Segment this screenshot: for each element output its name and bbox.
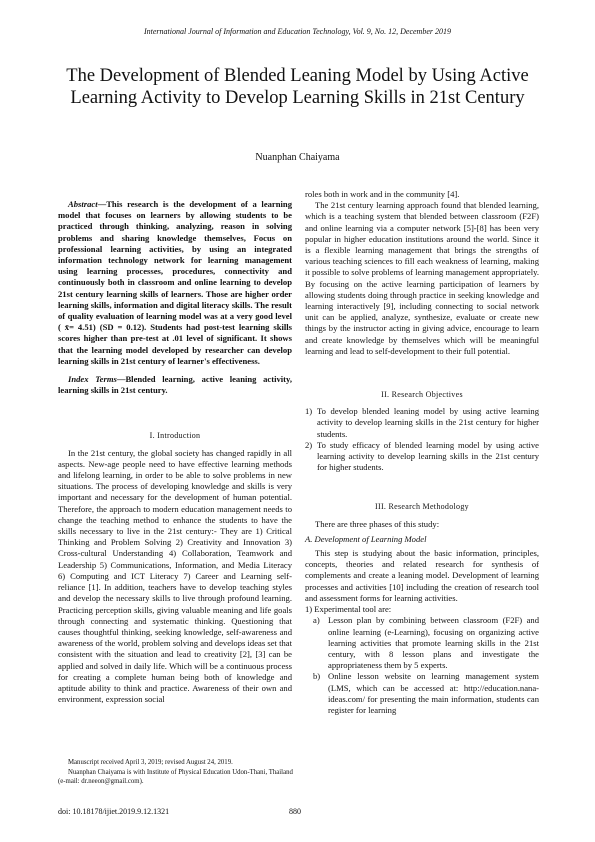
objectives-list <box>305 406 539 473</box>
abstract-text: —This research is the development of a learning model that focuses on learners by allowing students to be practiced through thinking, analyzing, reason in solving problems and sharing knowledge themselves, Focus on professional learning activities, by using an integrated information technology network for learning management using learning processes, procedures, connectivity and continuously both in classroom and online learning to develop 21st century learning skills of learners. Those are higher order learning skills, information and digital literacy skills. The result of quality evaluation of learning model was at a very good level ( x̄= 4.51) (SD = 0.12). Students had post-test learning skills scores higher than pre-test at .01 level of significant. It shows that the learning model developed by researcher can develop learning skills in 21st century of learner's effectiveness. <box>58 199 292 366</box>
blended-learning-paragraph: The 21st century learning approach found that blended learning, which is a teaching system that blended between classroom (F2F) and online learning via a computer network [5]-[8] has been very popular in higher education institutions around the world. Since it is a flexible learning management that brings the strengths of various teaching sciences to fill each weakness of learning, making it possible to solve problems of learning management appropriately. By focusing on the active learning participation of learners by allowing students doing through practice in seeking knowledge and learning interactively [9], including connecting to social network unit can be applied, analyze, synthesize, evaluate or create new things by the instructor acting in giving advice, encourage to learn and create knowledge by themselves which will be meaningful learning and lead to self-development to their full potential. <box>305 200 539 356</box>
objective-item <box>305 406 539 440</box>
tool-item <box>305 615 539 671</box>
intro-text: In the 21st century, the global society has changed rapidly in all aspects. New-age people need to have effective learning methods and lifelong learning, in order to be able to solve problems in new situations. The process of developing knowledge and skills is very important and necessary for the development of human potential. Therefore, the approach to modern education management needs to change the teaching method to enhance the students to have the skills necessary to live in the 21st century:- They are 1) Critical Thinking and Problem Solving 2) Creativity and Innovation 3) Cross-cultural Understanding 4) Collaboration, Teamwork and Leadership 5) Communications, Information, and Media Literacy 6) Computing and ICT Literacy 7) Career and Learning self-reliance [1]. In addition, teachers have to develop teaching styles and develop the necessary skills to live through profound learning. Practicing perception skills, giving valuable meaning and life goals through connecting and systematic thinking. Questioning that causes thoughtful thinking, seeking knowledge, self-awareness and awareness of the world, problem solving and develops ideas set that consistent with the situation and lead to creativity [2], [3] can be applied and solved in daily life. Which will be a continuous process for creating a complete human being both of knowledge and aptitude ability to think and practice. Awareness of their own and environment, expression social <box>58 447 292 705</box>
objective-text: To study efficacy of blended learning model by using active learning activity to develop learning skills in the 21st century for higher students. <box>317 439 539 473</box>
running-head: International Journal of Information and Education Technology, Vol. 9, No. 12, December 2019 <box>143 27 451 36</box>
objective-item <box>305 440 539 474</box>
right-column <box>305 189 539 716</box>
objective-text: To develop blended leaning model by using active learning activity to develop learning skills in the 21st century for higher students. <box>317 406 539 439</box>
tool-text: Lesson plan by combining between classroom (F2F) and online learning (e-Learning), focusing on organizing active learning activities that promote learning skills in the 21st century, with 8 lesson plans and investigate the appropriateness them by 5 experts. <box>328 615 539 671</box>
methodology-heading: III. Research Methodology <box>375 502 469 512</box>
paper-title: The Development of Blended Leaning Model by Using Active Learning Activity to Develop Learning Skills in 21st Century <box>66 66 529 108</box>
index-terms <box>58 374 292 396</box>
footnote-manuscript: Manuscript received April 3, 2019; revised August 24, 2019. <box>68 759 233 766</box>
abstract-lead: Abstract <box>68 199 98 209</box>
index-terms-lead: Index Terms <box>68 374 117 385</box>
doi: doi: 10.18178/ijiet.2019.9.12.1321 <box>58 807 170 816</box>
tool-text: Online lesson website on learning management system (LMS, which can be accessed at: http://education.nana-ideas.com/ for presenting the main information, students can register for learning <box>328 671 539 715</box>
footnote-affiliation: Nuanphan Chaiyama is with Institute of Physical Education Udon-Thani, Thailand (e-mail: dr.neeon@gmail.com). <box>58 768 293 785</box>
intro-heading: I. Introduction <box>149 431 201 441</box>
continued-text: roles both in work and in the community [4]. <box>305 189 460 199</box>
footnote <box>58 758 298 787</box>
tool-item <box>305 671 539 716</box>
subsection-heading: A. Development of Learning Model <box>305 533 427 544</box>
step-text: This step is studying about the basic information, principles, concepts, theories and related research for synthesis of complements and create a leaning model. Development of learning processes and activities [10] including the creation of research tool and assessment forms for learning activities. <box>305 548 539 603</box>
objectives-heading: II. Research Objectives <box>381 390 463 400</box>
objective-number: 1) <box>305 406 313 417</box>
page-number: 880 <box>289 807 301 816</box>
index-terms-text: —Blended learning, active leaning activity, learning skills in 21st century. <box>58 374 293 396</box>
tool-label: a) <box>313 615 320 626</box>
abstract <box>58 199 292 367</box>
author-name: Nuanphan Chaiyama <box>255 152 340 163</box>
tool-label: b) <box>313 671 321 682</box>
left-column <box>58 199 292 705</box>
objective-number: 2) <box>305 439 313 450</box>
methodology-intro: There are three phases of this study: <box>315 518 440 529</box>
tools-label: 1) Experimental tool are: <box>305 604 392 615</box>
